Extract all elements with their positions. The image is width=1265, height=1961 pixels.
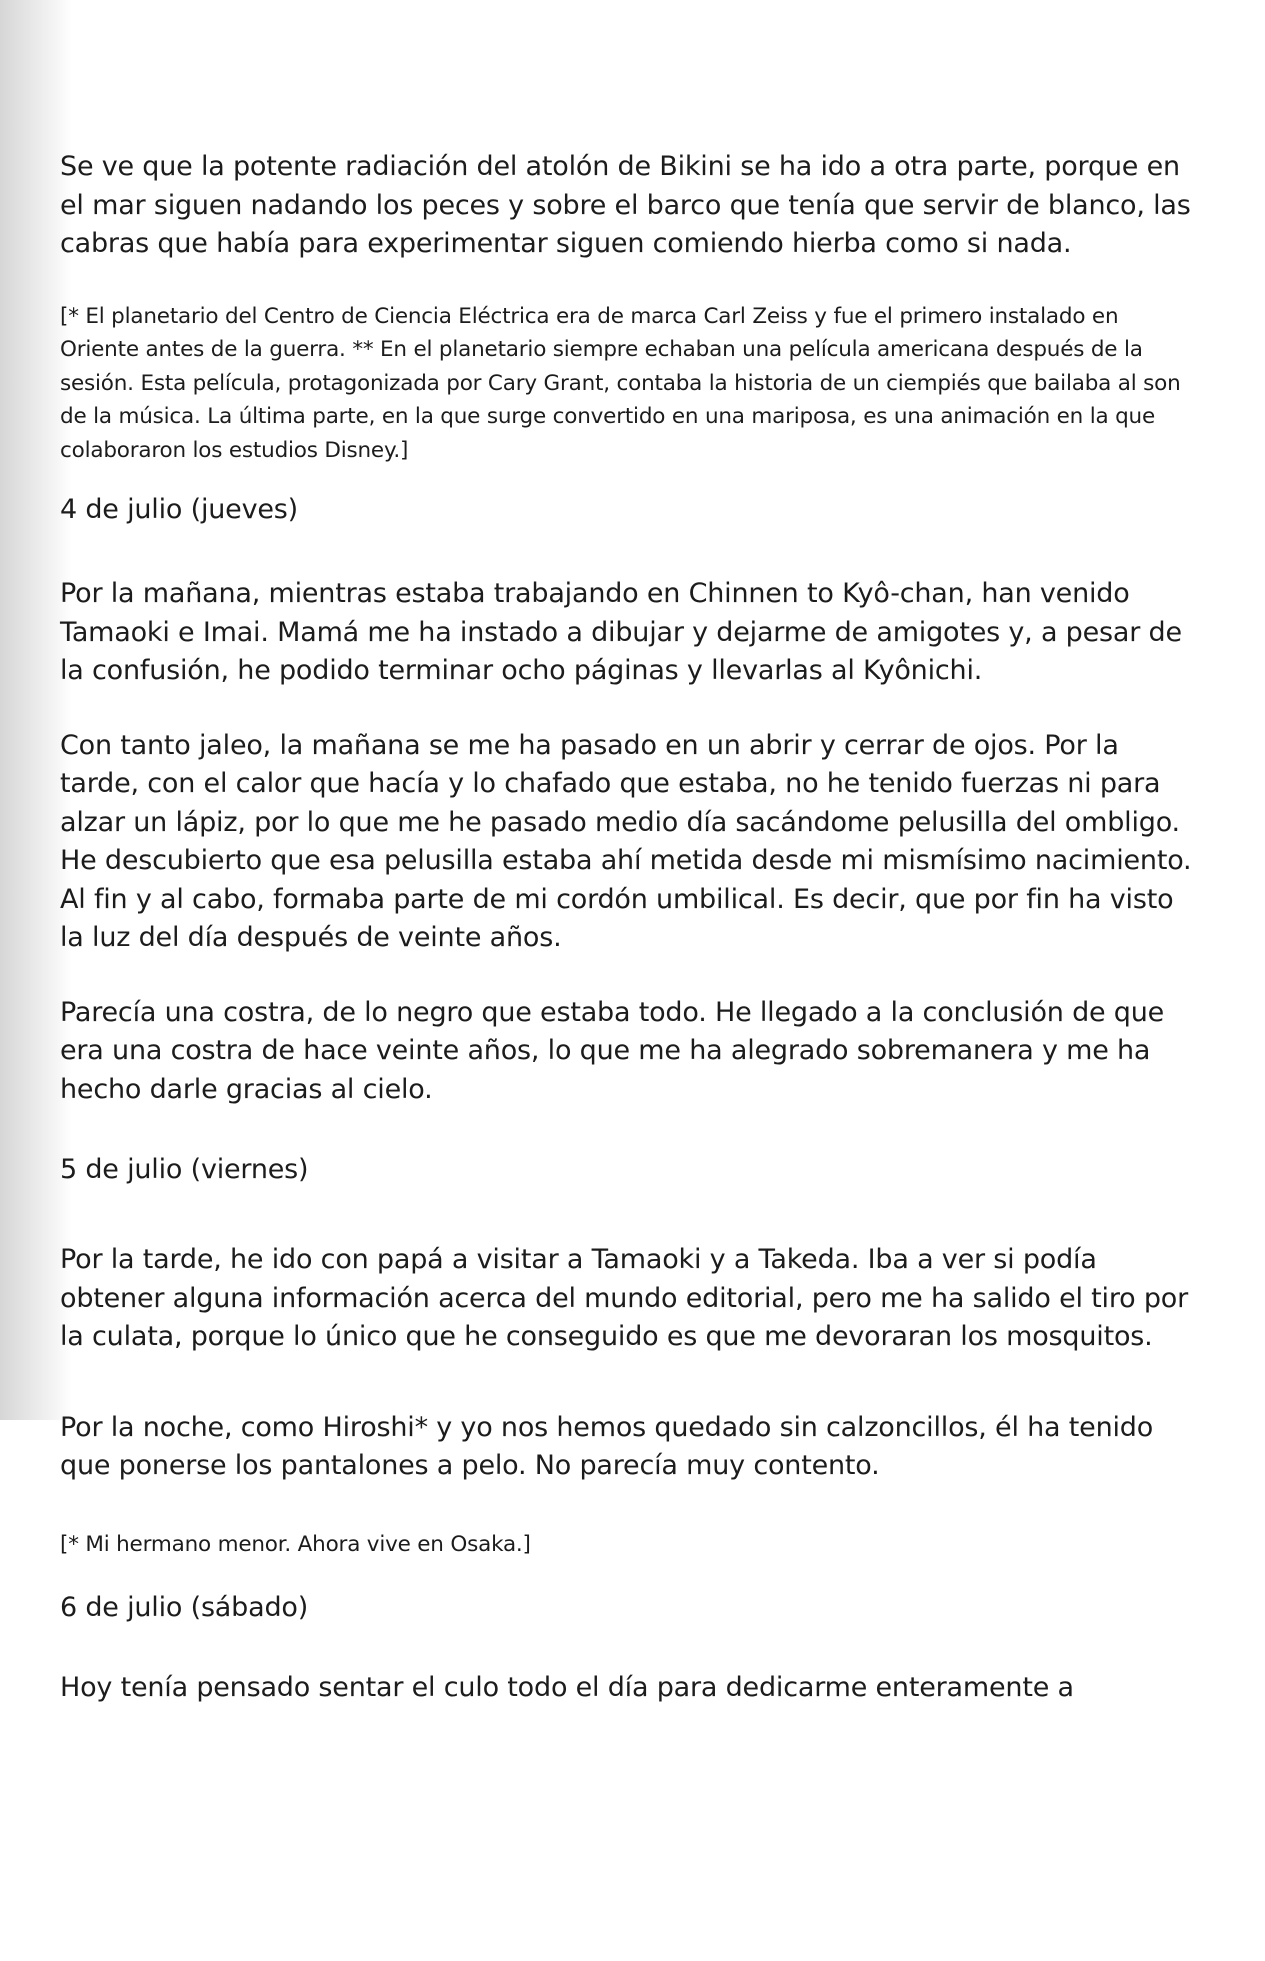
diary-date-july-4: 4 de julio (jueves) <box>60 494 298 525</box>
paragraph-saturday: Hoy tenía pensado sentar el culo todo el día para dedicarme enteramente a <box>60 1672 1074 1703</box>
book-page <box>60 148 1195 1744</box>
diary-date-july-6: 6 de julio (sábado) <box>60 1592 309 1623</box>
paragraph-scab: Parecía una costra, de lo negro que estaba todo. He llegado a la conclusión de que era una costra de hace veinte años, lo que me ha alegrado sobremanera y me ha hecho darle gracias al cielo. <box>60 996 1165 1105</box>
paragraph-navel-lint: Con tanto jaleo, la mañana se me ha pasado en un abrir y cerrar de ojos. Por la tarde, con el calor que hacía y lo chafado que estaba, no he tenido fuerzas ni para alzar un lápiz, por lo que me he pasado medio día sacándome pelusilla del ombligo. He descubierto que esa pelusilla estaba ahí metida desde mi mismísimo nacimiento. Al fin y al cabo, formaba parte de mi cordón umbilical. Es decir, que por fin ha visto la luz del día después de veinte años. <box>60 729 1192 953</box>
paragraph-bikini: Se ve que la potente radiación del atolón de Bikini se ha ido a otra parte, porque en el mar siguen nadando los peces y sobre el barco que tenía que servir de blanco, las cabras que había para experimentar siguen comiendo hierba como si nada. <box>60 151 1191 259</box>
paragraph-underwear: Por la noche, como Hiroshi* y yo nos hemos quedado sin calzoncillos, él ha tenido que ponerse los pantalones a pelo. No parecía muy contento. <box>60 1411 1154 1481</box>
paragraph-visit: Por la tarde, he ido con papá a visitar a Tamaoki y a Takeda. Iba a ver si podía obtener alguna información acerca del mundo editorial, pero me ha salido el tiro por la culata, porque lo único que he conseguido es que me devoraran los mosquitos. <box>60 1244 1189 1352</box>
footnote-planetarium: [* El planetario del Centro de Ciencia Eléctrica era de marca Carl Zeiss y fue el primero instalado en Oriente antes de la guerra. ** En el planetario siempre echaban una película americana después de la sesión. Esta película, protagonizada por Cary Grant, contaba la historia de un ciempiés que bailaba al son de la música. La última parte, en la que surge convertido en una mariposa, es una animación en la que colaboraron los estudios Disney.] <box>60 303 1181 463</box>
paragraph-morning-work: Por la mañana, mientras estaba trabajando en Chinnen to Kyô-chan, han venido Tamaoki e Imai. Mamá me ha instado a dibujar y dejarme de amigotes y, a pesar de la confusión, he podido terminar ocho páginas y llevarlas al Kyônichi. <box>60 578 1182 686</box>
footnote-brother: [* Mi hermano menor. Ahora vive en Osaka.] <box>60 1531 531 1557</box>
diary-date-july-5: 5 de julio (viernes) <box>60 1154 309 1185</box>
